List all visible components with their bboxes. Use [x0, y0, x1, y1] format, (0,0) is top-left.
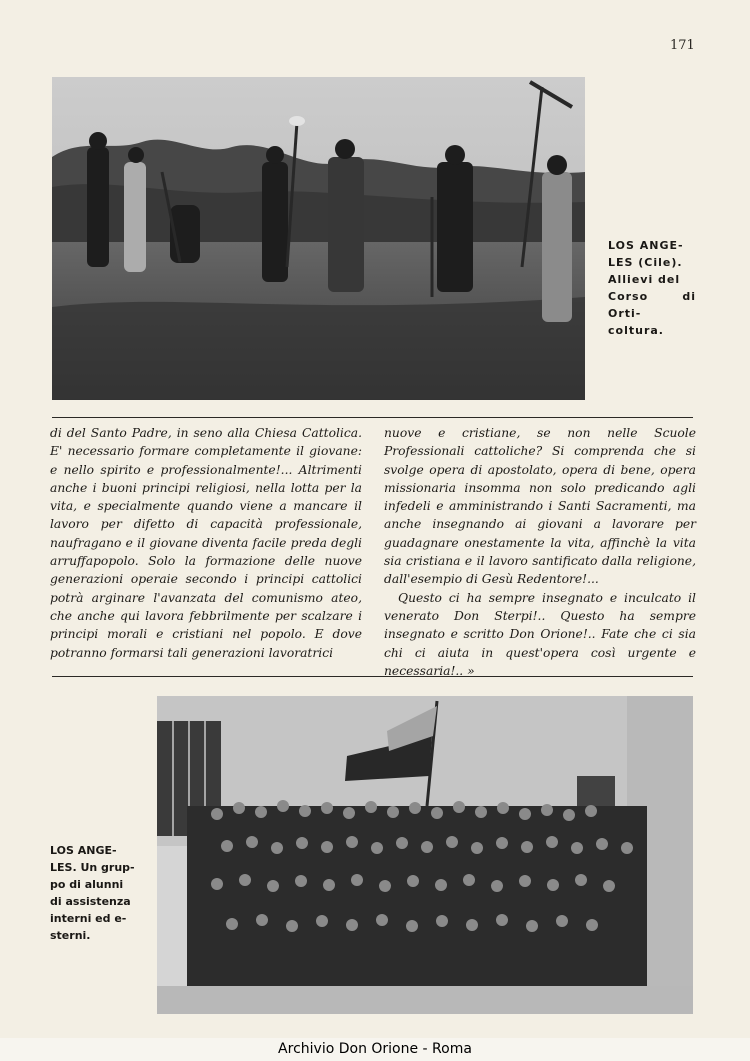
- student-group-photo: [157, 696, 693, 1014]
- archive-label: Archivio Don Orione - Roma: [278, 1041, 472, 1057]
- top-divider: [52, 417, 693, 418]
- bottom-photo-caption: LOS ANGE- LES. Un grup- po di alunni di assistenza interni ed e- sterni.: [50, 844, 135, 942]
- article-left-column: di del Santo Padre, in seno alla Chiesa Cattolica. E' necessario formare completamente il giovane: e nello spirito e professionalmente!... Altrimenti anche i buoni principi religiosi, nella lotta per la vita, e specialmente quando viene a mancare il lavoro per difetto di capacità professionale, naufragano e il giovane diventa facile preda degli arruffapopolo. Solo la formazione delle nuove generazioni operaie secondo i principi cattolici potrà arginare l'avanzata del comunismo ateo, che anche qui lavora febbrilmente per scalzare i principi morali e cristiani nel popolo. E dove potranno formarsi tali generazioni lavoratrici: [50, 426, 362, 660]
- article-right-column: nuove e cristiane, se non nelle Scuole Professionali cattoliche? Si comprenda che si svolge opera di apostolato, opera di bene, opera missionaria insomma non solo predicando agli infedeli e amministrando i Santi Sacramenti, ma anche insegnando ai giovani a lavorare per guadagnare onestamente la vita, affinchè la vita sia cristiana e il lavoro santificato dalla religione, dall'esempio di Gesù Redentore!... Questo ci ha sempre insegnato e inculcato il venerato Don Sterpi!.. Questo ha sempre insegnato e scritto Don Orione!.. Fate che ci sia chi ci aiuta in quest'opera così urgente e necessaria!.. »: [384, 426, 696, 678]
- page-number: 171: [670, 38, 695, 53]
- horticulture-students-photo: [52, 77, 585, 400]
- top-photo-caption: LOS ANGE- LES (Cile). Allievi del Corso di Orti- coltura.: [608, 239, 696, 337]
